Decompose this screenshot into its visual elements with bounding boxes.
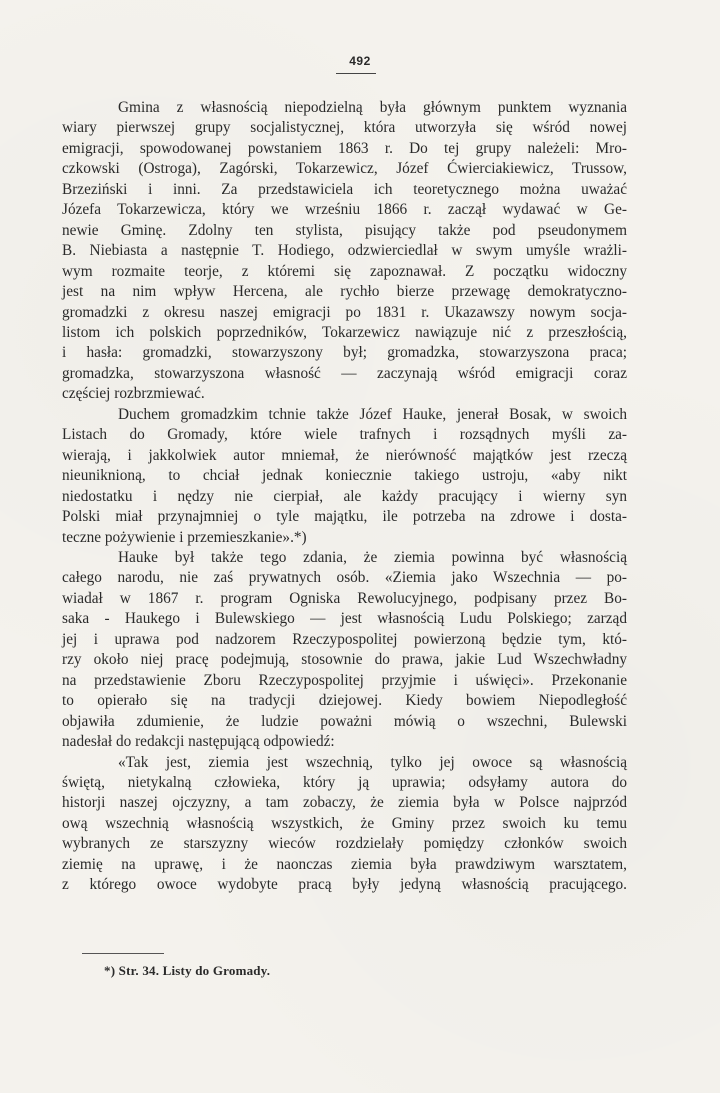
text-line: saka - Haukego i Bulewskiego — jest własnością Ludu Polskiego; zarząd — [62, 610, 627, 628]
text-line: ziemię na uprawę, i że naonczas ziemia była prawdziwym warsztatem, — [62, 855, 627, 873]
paragraph-1 — [62, 98, 627, 405]
text-line: listom ich polskich poprzedników, Tokarzewicz nawiązuje nić z przeszłością, — [62, 323, 627, 341]
text-line: Brzeziński i inni. Za przedstawiciela ich teoretycznego można uważać — [62, 180, 627, 198]
paragraph-2 — [62, 405, 627, 548]
text-line: Duchem gromadzkim tchnie także Józef Hauke, jenerał Bosak, w swoich — [118, 405, 627, 423]
text-line: wiary pierwszej grupy socjalistycznej, która utworzyła się wśród nowej — [62, 119, 627, 137]
text-line: nieuniknioną, to chciał jednak koniecznie takiego ustroju, «aby nikt — [62, 467, 627, 485]
text-line: Gmina z własnością niepodzielną była głównym punktem wyznania — [118, 99, 627, 116]
text-line: nadesłał do redakcji następującą odpowiedź: — [62, 733, 335, 751]
footnote-rule — [82, 953, 164, 954]
text-line: świętą, nietykalną człowieka, który ją uprawia; odsyłamy autora do — [62, 773, 627, 791]
text-line: i hasła: gromadzki, stowarzyszony był; gromadzka, stowarzyszona praca; — [62, 344, 627, 362]
text-line: niedostatku i nędzy nie cierpiał, ale każdy pracujący i wierny syn — [62, 487, 627, 505]
text-line: newie Gminę. Zdolny ten stylista, pisujący także pod pseudonymem — [62, 221, 627, 239]
page-number: 492 — [349, 54, 371, 68]
text-line: «Tak jest, ziemia jest wszechnią, tylko jej owoce są własnością — [118, 753, 627, 771]
text-line: Polski miał przynajmniej o tyle majątku, ile potrzeba na zdrowe i dosta- — [62, 508, 627, 526]
text-line: Józefa Tokarzewicza, który we wrześniu 1866 r. zaczął wydawać w Ge- — [62, 201, 627, 219]
text-line: ową wszechnią własnością wszystkich, że Gminy przez swoich ku temu — [62, 814, 627, 832]
text-line: rzy około niej pracę podejmują, stosownie do prawa, jakie Lud Wszechwładny — [62, 651, 627, 669]
text-line: całego narodu, nie zaś prywatnych osób. «Ziemia jako Wszechnia — po- — [62, 569, 627, 587]
paragraph-4 — [62, 753, 627, 896]
body-text — [62, 98, 627, 896]
text-line: teczne pożywienie i przemieszkanie».*) — [62, 528, 307, 546]
text-line: to opierało się na tradycji dziejowej. Kiedy bowiem Niepodległość — [62, 692, 627, 710]
text-line: emigracji, spowodowanej powstaniem 1863 r. Do tej grupy należeli: Mro- — [62, 139, 627, 157]
text-line: jej i uprawa pod nadzorem Rzeczypospolitej powierzoną będzie tym, któ- — [62, 630, 627, 648]
page-number-rule — [336, 73, 376, 74]
text-line: objawiła zdumienie, że ludzie poważni mówią o wszechni, Bulewski — [62, 712, 627, 730]
text-line: Listach do Gromady, które wiele trafnych i rozsądnych myśli za- — [62, 426, 627, 444]
text-line: na przedstawienie Zboru Rzeczypospolitej przyjmie i uświęci». Przekonanie — [62, 671, 627, 689]
paragraph-3 — [62, 548, 627, 753]
text-line: historji naszej ojczyzny, a tam zobaczy, że ziemia była w Polsce najprzód — [62, 794, 627, 812]
text-line: gromadzki z okresu naszej emigracji po 1831 r. Ukazawszy nowym socja- — [62, 303, 627, 321]
text-line: Hauke był także tego zdania, że ziemia powinna być własnością — [118, 548, 627, 566]
footnote: *) Str. 34. Listy do Gromady. — [104, 963, 271, 978]
text-line: czkowski (Ostroga), Zagórski, Tokarzewicz, Józef Ćwierciakiewicz, Trussow, — [62, 160, 627, 178]
text-line: wierają, i jakkolwiek autor mniemał, że nierówność majątków jest rzeczą — [62, 446, 627, 464]
text-line: jest na nim wpływ Hercena, ale rychło bierze przewagę demokratyczno- — [62, 283, 627, 301]
text-line: wybranych ze starszyzny wieców rozdzielały pomiędzy członków swoich — [62, 835, 627, 853]
text-line: częściej rozbrzmiewać. — [62, 385, 205, 403]
text-line: gromadzka, stowarzyszona własność — zaczynają wśród emigracji coraz — [62, 364, 627, 382]
text-line: wiadał w 1867 r. program Ogniska Rewolucyjnego, podpisany przez Bo- — [62, 589, 627, 607]
text-line: wym rozmaite teorje, z któremi się zapoznawał. Z początku widoczny — [62, 262, 627, 280]
text-line: B. Niebiasta a następnie T. Hodiego, odzwierciedlał w swym umyśle wrażli- — [62, 242, 627, 260]
text-line: z którego owoce wydobyte pracą były jedyną własnością pracującego. — [62, 876, 627, 894]
